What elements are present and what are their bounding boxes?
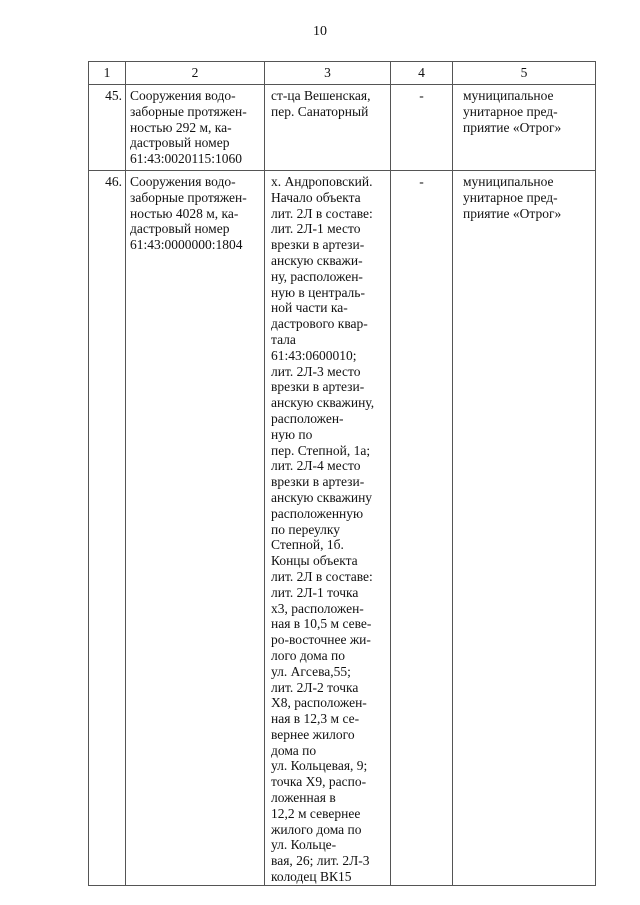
object-name: Сооружения водо- заборные протяжен- ностью 4028 м, ка- дастровый номер 61:43:0000000:1804: [126, 171, 265, 886]
row-number: 45.: [89, 85, 126, 171]
object-owner: муниципальное унитарное пред- приятие «Отрог»: [453, 85, 596, 171]
column-header-1: 1: [89, 62, 126, 85]
registry-table: [88, 61, 596, 886]
table-row: [89, 171, 596, 886]
object-owner: муниципальное унитарное пред- приятие «Отрог»: [453, 171, 596, 886]
row-number: 46.: [89, 171, 126, 886]
column-4-value: -: [391, 171, 453, 886]
column-header-4: 4: [391, 62, 453, 85]
column-header-3: 3: [265, 62, 391, 85]
table-header-row: [89, 62, 596, 85]
object-name: Сооружения водо- заборные протяжен- ностью 292 м, ка- дастровый номер 61:43:0020115:1060: [126, 85, 265, 171]
object-address: ст-ца Вешенская, пер. Санаторный: [265, 85, 391, 171]
page-number: 10: [313, 24, 327, 39]
column-header-5: 5: [453, 62, 596, 85]
table-row: [89, 85, 596, 171]
column-header-2: 2: [126, 62, 265, 85]
column-4-value: -: [391, 85, 453, 171]
object-address: х. Андроповский. Начало объекта лит. 2Л в составе: лит. 2Л-1 место врезки в артези- анскую скважи- ну, расположен- ную в централь- ной части ка- дастрового квар- тала 61:43:0600010; лит. 2Л-3 место врезки в артези- анскую скважину, расположен- ную по пер. Степной, 1а; лит. 2Л-4 место врезки в артези- анскую скважину расположенную по переулку Степной, 1б. Концы объекта лит. 2Л в составе: лит. 2Л-1 точка х3, расположен- ная в 10,5 м севе- ро-восточнее жи- лого дома по ул. Агсева,55; лит. 2Л-2 точка Х8, расположен- ная в 12,3 м се- вернее жилого дома по ул. Кольцевая, 9; точка Х9, распо- ложенная в 12,2 м севернее жилого дома по ул. Кольце- вая, 26; лит. 2Л-3 колодец ВК15: [265, 171, 391, 886]
